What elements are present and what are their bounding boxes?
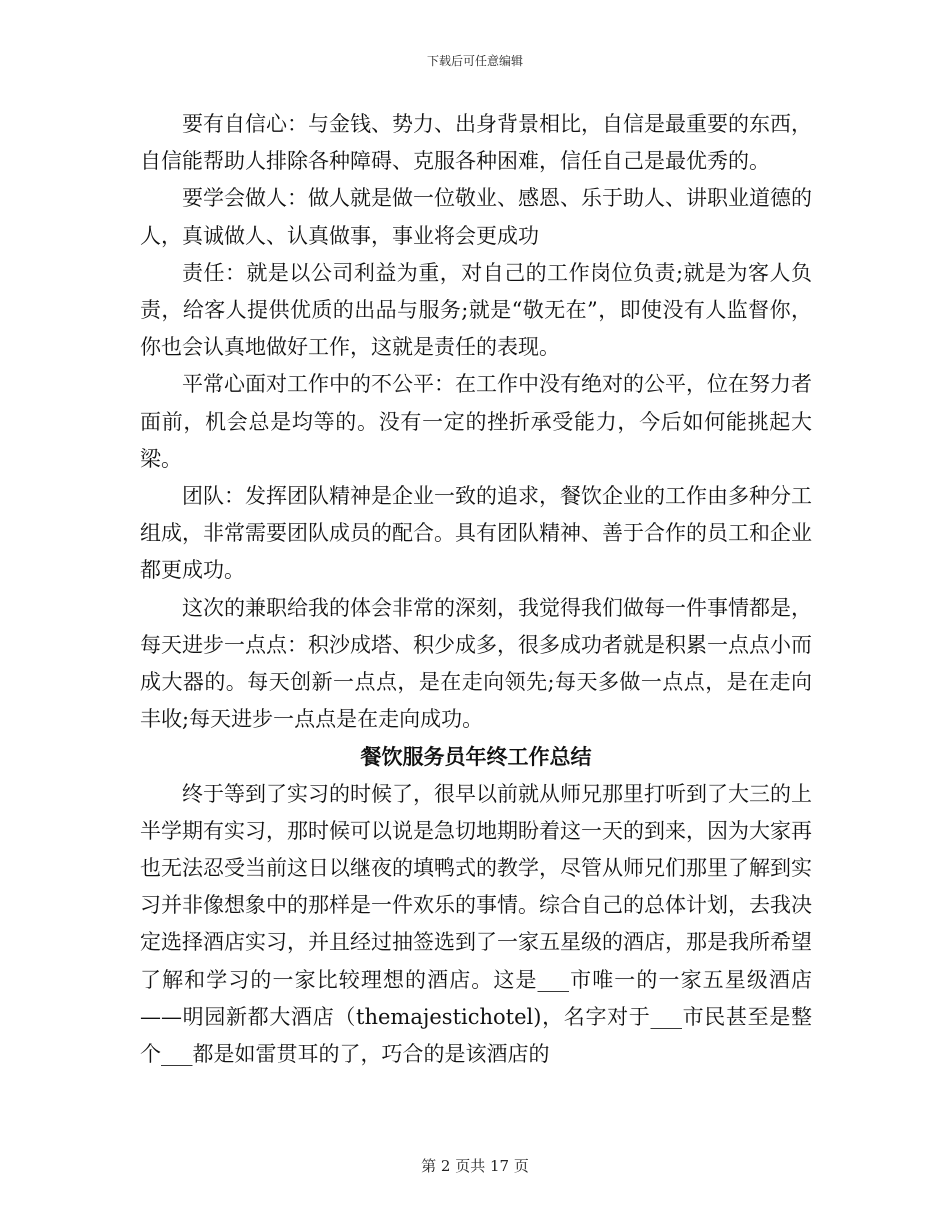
paragraph-responsibility: 责任：就是以公司利益为重，对自己的工作岗位负责;就是为客人负责，给客人提供优质的出品与服务;就是“敬无在”，即使没有人监督你，你也会认真地做好工作，这就是责任的表现。 bbox=[140, 260, 812, 360]
section-title: 餐饮服务员年终工作总结 bbox=[360, 744, 592, 770]
paragraph-confidence: 要有自信心：与金钱、势力、出身背景相比，自信是最重要的东西，自信能帮助人排除各种障碍、克服各种困难，信任自己是最优秀的。 bbox=[140, 112, 812, 174]
paragraph-fairness: 平常心面对工作中的不公平：在工作中没有绝对的公平，位在努力者面前，机会总是均等的。没有一定的挫折承受能力，今后如何能挑起大梁。 bbox=[140, 372, 812, 471]
page-header: 下载后可任意编辑 bbox=[426, 54, 523, 68]
paragraph-internship: 终于等到了实习的时候了，很早以前就从师兄那里打听到了大三的上半学期有实习，那时候可以说是急切地期盼着这一天的到来，因为大家再也无法忍受当前这日以继夜的填鸭式的教学，尽管从师兄们那里了解到实习并非像想象中的那样是一件欢乐的事情。综合自己的总体计划，去我决定选择酒店实习，并且经过抽签选到了一家五星级的酒店，那是我所希望了解和学习的一家比较理想的酒店。这是___市唯一的一家五星级酒店——明园新都大酒店（themajestichotel)，名字对于___市民甚至是整个___都是如雷贯耳的了，巧合的是该酒店的 bbox=[140, 781, 812, 1067]
page-footer: 第 2 页共 17 页 bbox=[421, 1157, 529, 1175]
document-body bbox=[140, 106, 812, 1073]
paragraph-team: 团队：发挥团队精神是企业一致的追求，餐饮企业的工作由多种分工组成，非常需要团队成员的配合。具有团队精神、善于合作的员工和企业都更成功。 bbox=[140, 484, 812, 583]
paragraph-conduct: 要学会做人：做人就是做一位敬业、感恩、乐于助人、讲职业道德的人，真诚做人、认真做事，事业将会更成功 bbox=[140, 186, 812, 248]
paragraph-experience: 这次的兼职给我的体会非常的深刻，我觉得我们做每一件事情都是，每天进步一点点：积沙成塔、积少成多，很多成功者就是积累一点点小而成大器的。每天创新一点点，是在走向领先;每天多做一点点，是在走向丰收;每天进步一点点是在走向成功。 bbox=[140, 595, 812, 732]
